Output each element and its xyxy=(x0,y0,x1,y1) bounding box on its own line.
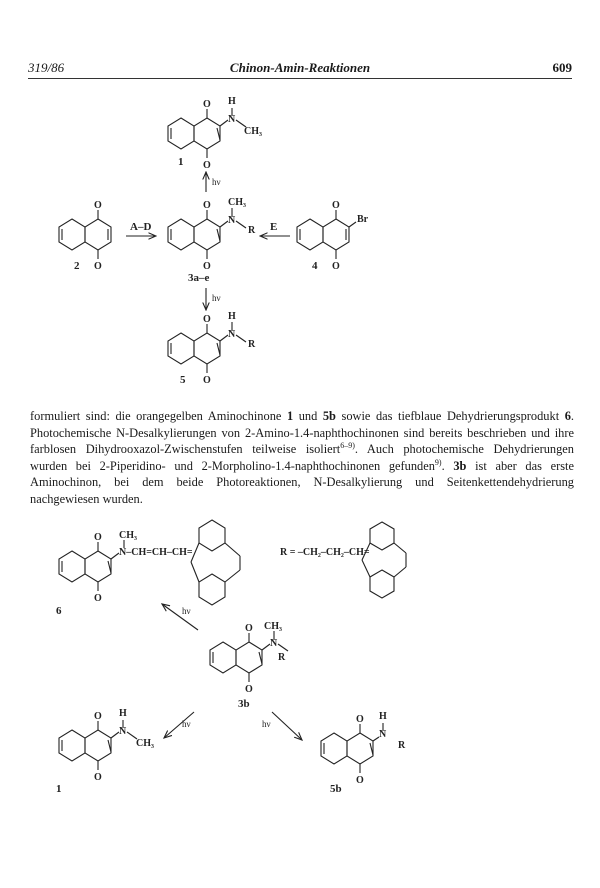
atom-ch3: CH₃ xyxy=(228,197,246,208)
para-text: formuliert sind: die orangegelben Aminochinone xyxy=(30,409,287,423)
atom-o: O xyxy=(94,711,102,722)
hv-label: hν xyxy=(182,719,191,729)
atom-o: O xyxy=(94,200,102,211)
compound-label-3b: 3b xyxy=(238,698,250,710)
arrow-to-6 xyxy=(162,604,198,630)
body-paragraph xyxy=(30,408,574,508)
structure-compound-4 xyxy=(297,200,369,272)
running-title: Chinon-Amin-Reaktionen xyxy=(229,60,371,75)
compound-label-6: 6 xyxy=(56,605,62,617)
structure-compound-3b xyxy=(210,621,288,710)
atom-n: N xyxy=(270,638,278,649)
atom-n: N xyxy=(228,215,236,226)
ref-compound-6: 6 xyxy=(564,409,571,423)
atom-o: O xyxy=(332,261,340,272)
arrow-to-5b xyxy=(272,712,302,740)
hv-label: hν xyxy=(262,719,271,729)
atom-o: O xyxy=(356,714,364,725)
para-text: sowie das tiefblaue Dehydrierungsprodukt xyxy=(335,409,565,423)
atom-ch3: CH₃ xyxy=(264,621,282,632)
atom-o: O xyxy=(203,314,211,325)
r-definition xyxy=(280,522,406,598)
hv-label: hν xyxy=(212,177,221,187)
atom-br: Br xyxy=(357,214,369,225)
ref-compound-1: 1 xyxy=(286,409,294,423)
atom-o: O xyxy=(245,684,253,695)
atom-o: O xyxy=(94,593,102,604)
atom-o: O xyxy=(203,375,211,386)
ref-compound-5b: 5b xyxy=(322,409,336,423)
structure-compound-5 xyxy=(168,311,256,386)
atom-ch3: CH₃ xyxy=(244,126,262,137)
atom-n: N xyxy=(119,726,127,737)
reagent-a-d: A–D xyxy=(130,221,152,233)
side-chain-6: N–CH=CH–CH= xyxy=(119,547,193,558)
r-definition-text: R = –CH₂–CH₂–CH= xyxy=(280,547,370,558)
atom-r: R xyxy=(248,225,256,236)
atom-h: H xyxy=(119,708,127,719)
compound-label-1-bottom: 1 xyxy=(56,783,62,795)
compound-label-2: 2 xyxy=(74,260,80,272)
para-text: ist aber das erste Aminochinon, bei dem beide Photoreaktionen, N-Desalkylierung und Seitenkettendehydrierung nachgewiesen wurden. xyxy=(30,458,574,506)
structure-compound-6 xyxy=(56,520,240,617)
atom-o: O xyxy=(332,200,340,211)
atom-h: H xyxy=(379,711,387,722)
structure-compound-5b xyxy=(321,711,406,795)
hv-label: hν xyxy=(212,293,221,303)
atom-o: O xyxy=(203,200,211,211)
journal-issue: 319/86 xyxy=(28,60,65,75)
compound-label-3a-e: 3a–e xyxy=(188,272,210,284)
reagent-e: E xyxy=(270,221,278,233)
para-text: . xyxy=(441,458,454,473)
atom-r: R xyxy=(278,652,286,663)
compound-label-1: 1 xyxy=(178,156,184,168)
atom-o: O xyxy=(94,532,102,543)
atom-r: R xyxy=(248,339,256,350)
atom-o: O xyxy=(203,160,211,171)
atom-o: O xyxy=(203,99,211,110)
compound-label-4: 4 xyxy=(312,260,318,272)
atom-o: O xyxy=(203,261,211,272)
atom-ch3: CH₃ xyxy=(136,738,154,749)
structure-compound-3 xyxy=(168,197,256,284)
citation-9: 9) xyxy=(434,457,442,467)
atom-n: N xyxy=(228,114,236,125)
structure-compound-1-top xyxy=(168,96,262,171)
structure-compound-1-bottom xyxy=(56,708,154,795)
compound-label-5: 5 xyxy=(180,374,186,386)
atom-n: N xyxy=(379,729,387,740)
page-number: 609 xyxy=(552,60,572,75)
atom-o: O xyxy=(356,775,364,786)
para-text: und xyxy=(293,409,323,423)
citation-6-9: 6–9) xyxy=(340,441,355,451)
para-text: . Auch photochemische Dehydrierungen wurden bei 2-Piperidino- und 2-Morpholino-1.4-naphthochinonen gefunden xyxy=(30,442,574,473)
compound-label-5b: 5b xyxy=(330,783,342,795)
atom-o: O xyxy=(94,261,102,272)
atom-h: H xyxy=(228,311,236,322)
hv-label: hν xyxy=(182,606,191,616)
structure-compound-2 xyxy=(59,200,111,272)
para-text: . Photochemische N-Desalkylierungen von 2-Amino-1.4-naphthochinonen sind bereits beschrieben und ihre farblosen Dihydrooxazol-Zwischenstufen teilweise isoliert xyxy=(30,409,575,457)
atom-n: N xyxy=(228,329,236,340)
ref-compound-3b: 3b xyxy=(453,458,467,473)
atom-o: O xyxy=(94,772,102,783)
atom-o: O xyxy=(245,623,253,634)
atom-h: H xyxy=(228,96,236,107)
atom-ch3: CH₃ xyxy=(119,530,137,541)
atom-r: R xyxy=(398,740,406,751)
